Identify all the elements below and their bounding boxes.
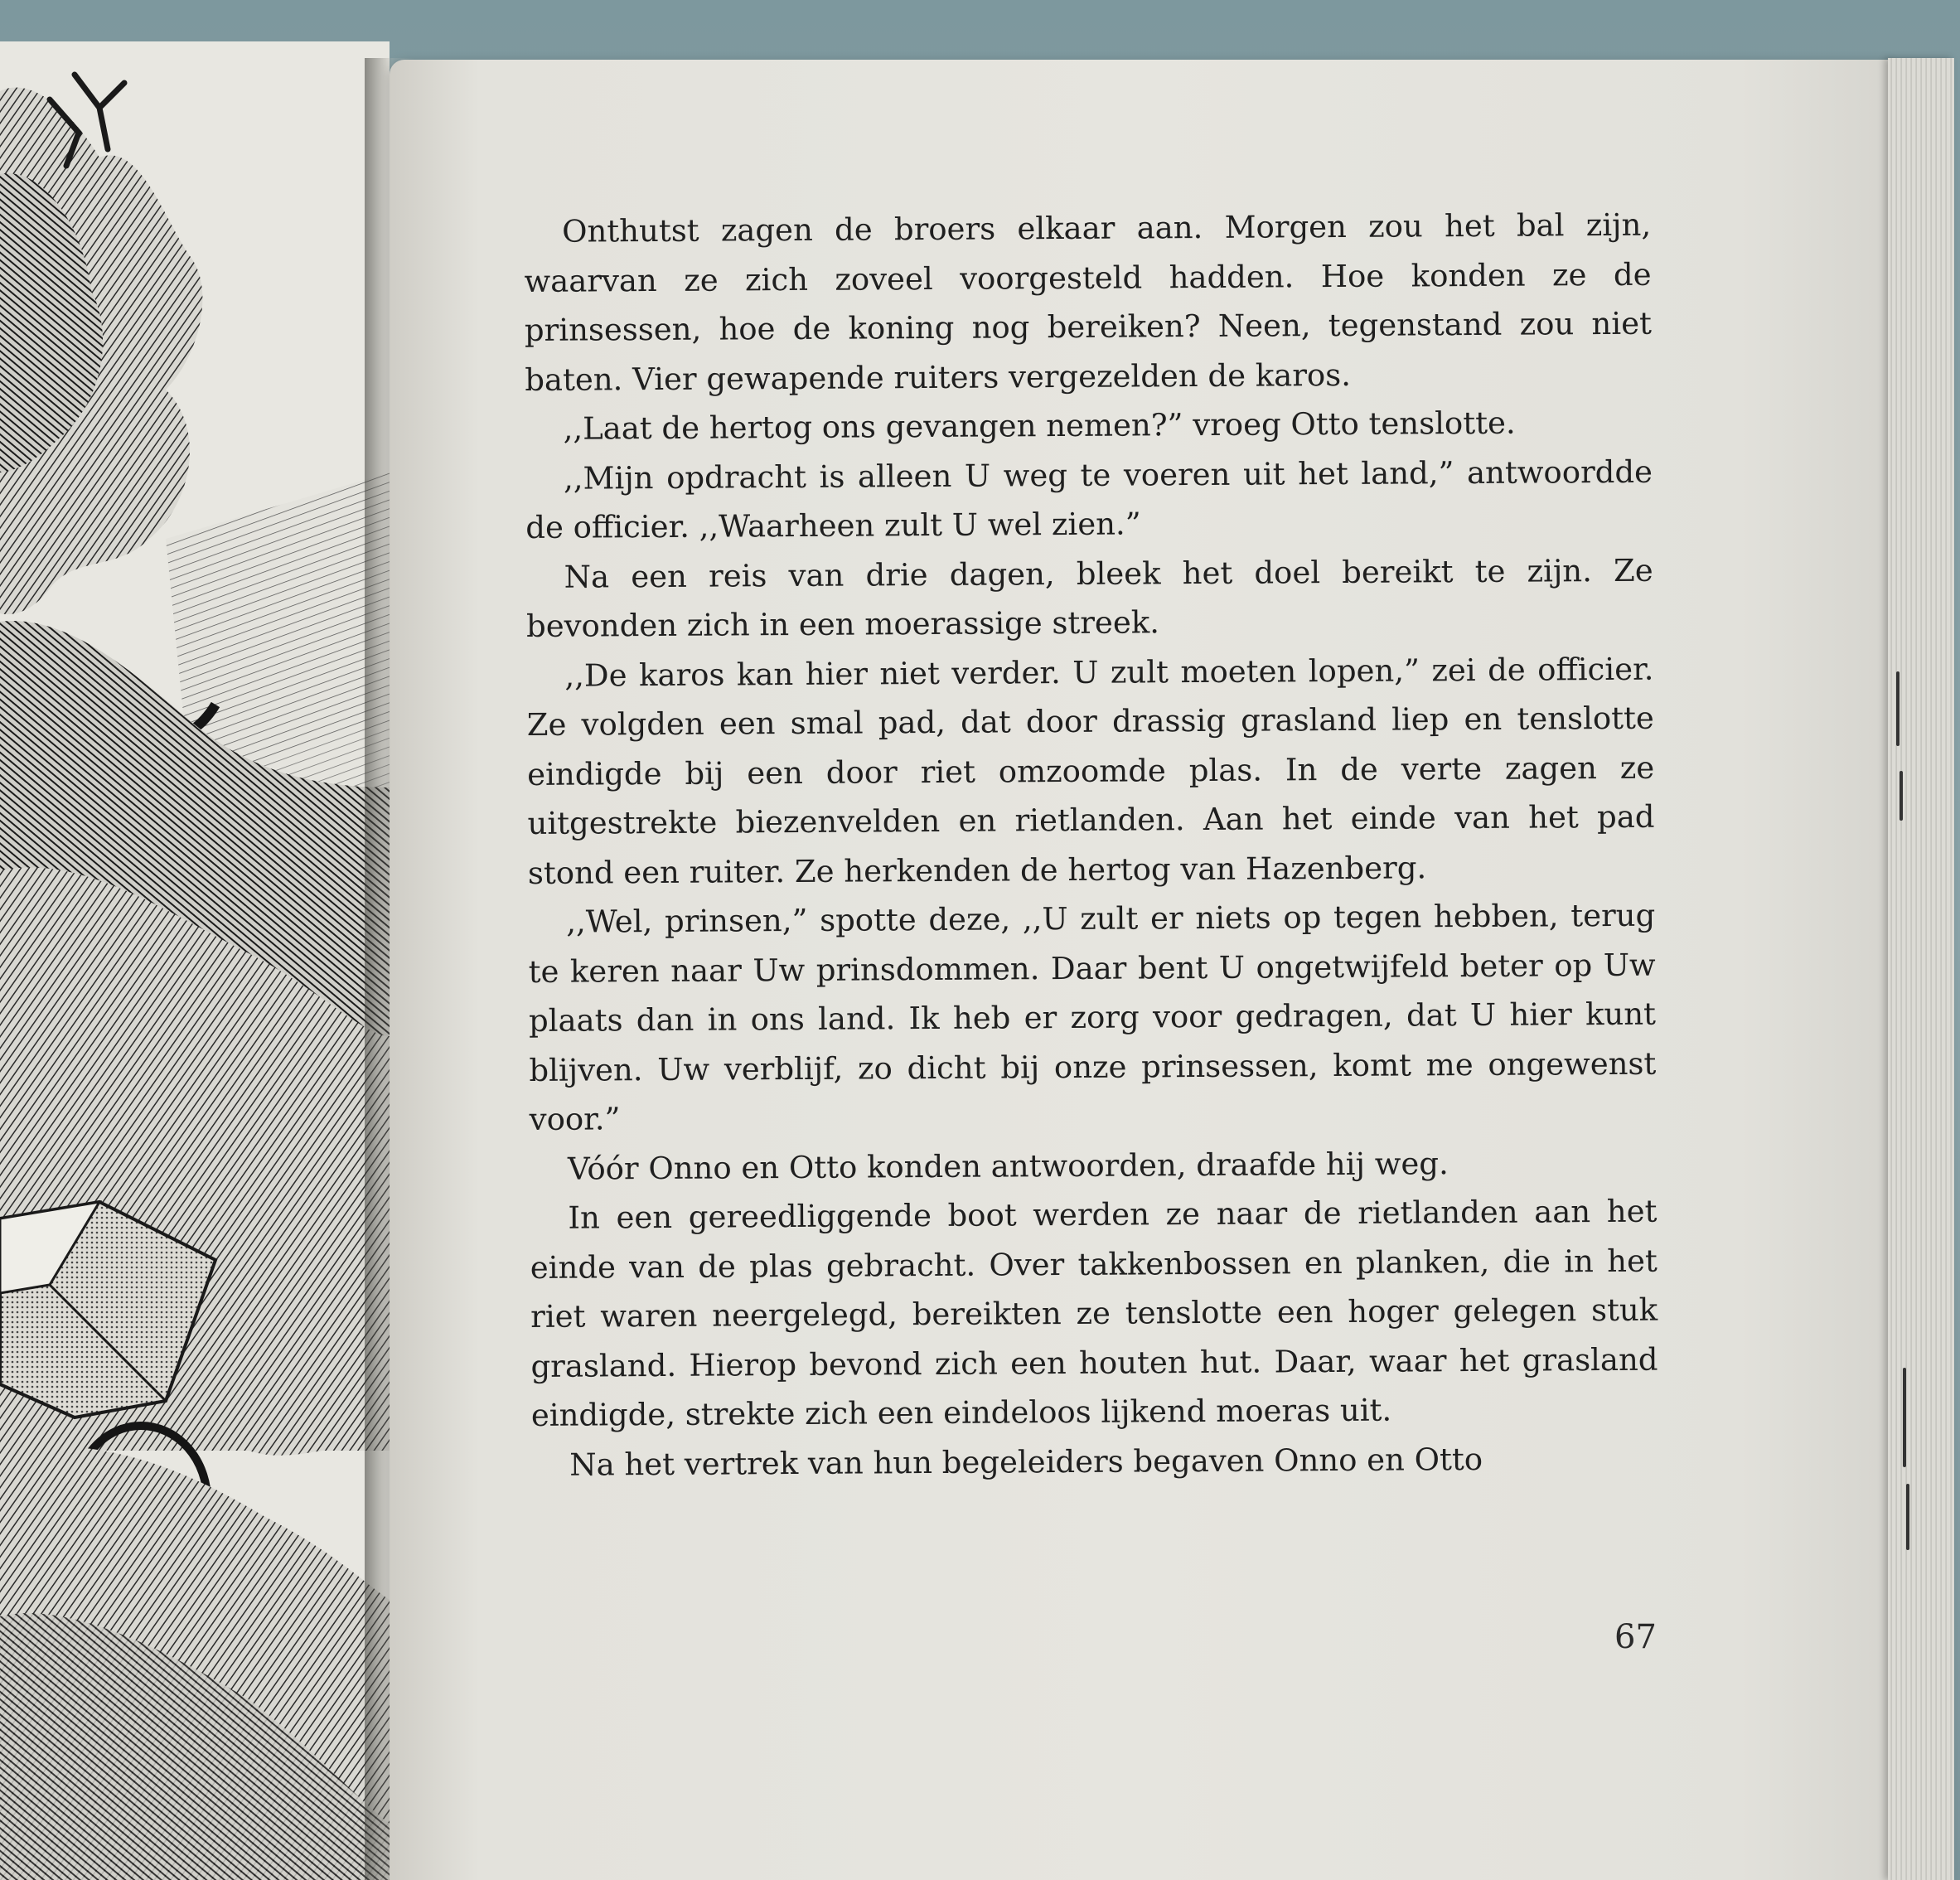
paragraph: Na een reis van drie dagen, bleek het doel bereikt te zijn. Ze bevonden zich in een moerassige streek. <box>525 552 1653 644</box>
illustration-page <box>0 41 390 1880</box>
paragraph: ,,Laat de hertog ons gevangen nemen?” vroeg Otto tenslotte. <box>563 405 1516 447</box>
page-number: 67 <box>1614 1618 1657 1656</box>
paragraph: ,,Wel, prinsen,” spotte deze, ,,U zult er niets op tegen hebben, terug te keren naar Uw prinsdommen. Daar bent U ongetwijfeld beter op Uw plaats dan in ons land. Ik heb er zorg voor gedragen, dat U hier kunt blijven. Uw verblijf, zo dicht bij onze prinsessen, komt me ongewenst voor.” <box>528 897 1657 1137</box>
paragraph: Vóór Onno en Otto konden antwoorden, draafde hij weg. <box>567 1145 1449 1187</box>
body-text <box>524 201 1658 1490</box>
paragraph: ,,De karos kan hier niet verder. U zult moeten lopen,” zei de officier. Ze volgden een smal pad, dat door drassig grasland liep en tenslotte eindigde bij een door riet omzoomde plas. In de verte zagen ze uitgestrekte biezenvelden en rietlanden. Aan het einde van het pad stond een ruiter. Ze herkenden de hertog van Hazenberg. <box>526 651 1655 891</box>
paragraph: ,,Mijn opdracht is alleen U weg te voeren uit het land,” antwoordde de officier. ,,Waarheen zult U wel zien.” <box>525 453 1653 545</box>
pen-drawing-illustration <box>0 41 390 1880</box>
paragraph: Onthutst zagen de broers elkaar aan. Morgen zou het bal zijn, waarvan ze zich zoveel voorgesteld hadden. Hoe konden ze de prinsessen, hoe de koning nog bereiken? Neen, tegenstand zou niet baten. Vier gewapende ruiters vergezelden de karos. <box>524 206 1653 398</box>
book-page-edges <box>1888 58 1954 1880</box>
edge-ink-mark <box>1900 771 1903 821</box>
edge-ink-mark <box>1896 671 1900 746</box>
edge-ink-mark <box>1903 1368 1906 1467</box>
paragraph: In een gereedliggende boot werden ze naar de rietlanden aan het einde van de plas gebracht. Over takkenbossen en planken, die in het riet waren neergelegd, bereikten ze tenslotte een hoger gelegen stuk grasland. Hierop bevond zich een houten hut. Daar, waar het grasland eindigde, strekte zich een eindeloos lijkend moeras uit. <box>530 1193 1658 1433</box>
edge-ink-mark <box>1906 1484 1909 1550</box>
paragraph: Na het vertrek van hun begeleiders begaven Onno en Otto <box>569 1441 1483 1483</box>
